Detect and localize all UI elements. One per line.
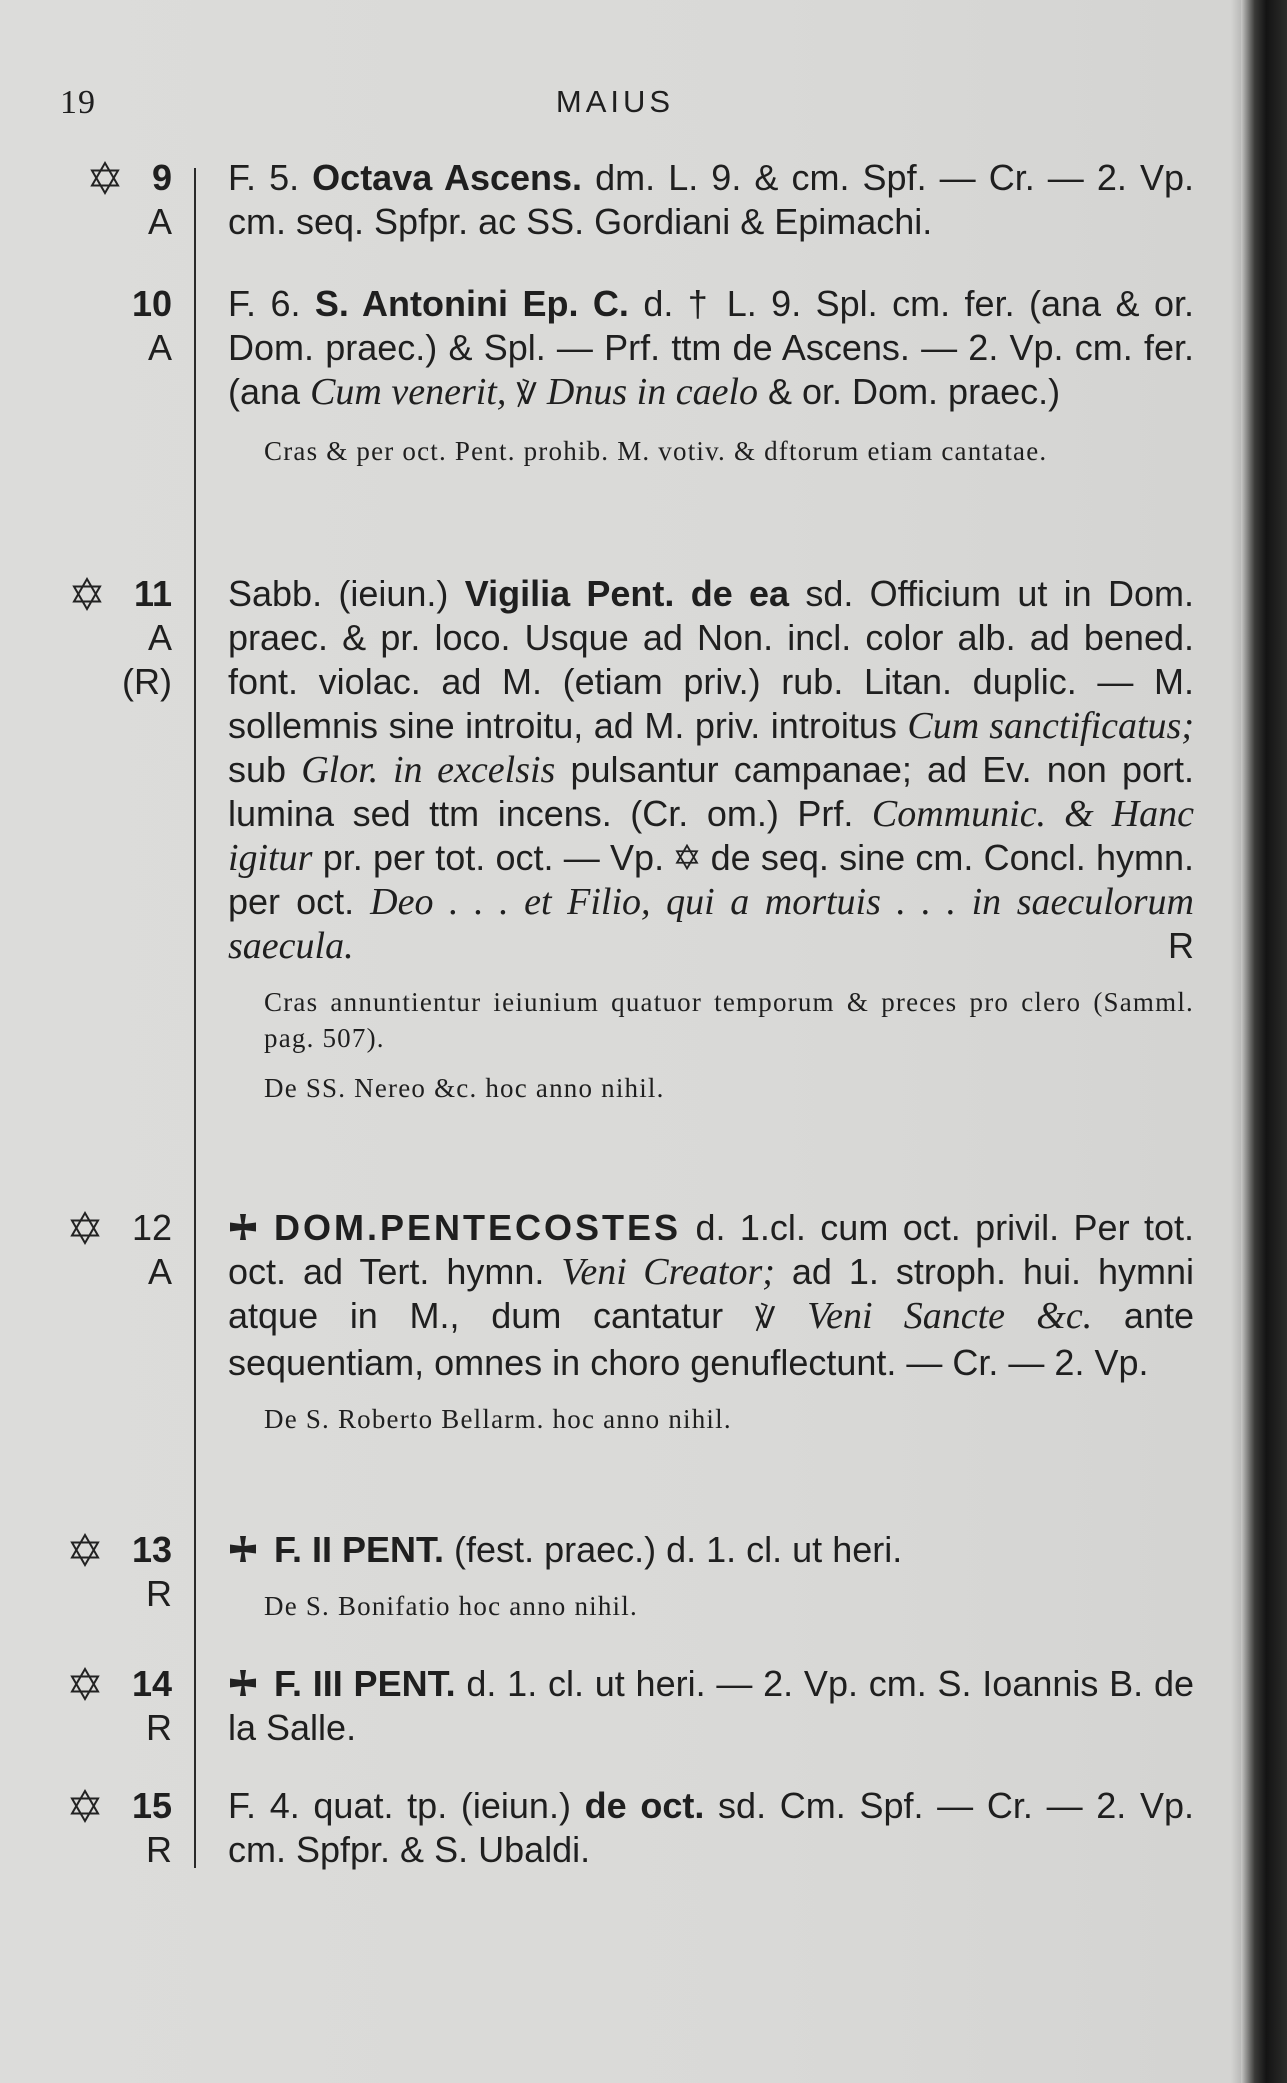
day-number: 14: [131, 1663, 172, 1704]
liturgical-color-alt: (R): [122, 661, 172, 702]
cross-pattee-icon: [228, 1668, 258, 1698]
versicle-symbol: ℣: [516, 377, 537, 412]
six-point-star-icon: [70, 577, 104, 611]
page-gutter-shadow: [1231, 0, 1241, 2083]
rubric-note: Cras & per oct. Pent. prohib. M. votiv. & dftorum etiam cantatae.: [264, 436, 1048, 466]
entry-margin: [0, 1206, 172, 1294]
entry-content: [228, 1528, 1194, 1624]
six-point-star-icon: [674, 844, 700, 870]
entry-text: F. 4. quat. tp. (ieiun.) de oct. sd. Cm. Spf. — Cr. — 2. Vp. cm. Spfpr. & S. Ubaldi.: [228, 1785, 1195, 1870]
entry-text: F. 6. S. Antonini Ep. C. d. † L. 9. Spl. cm. fer. (ana & or. Dom. praec.) & Spl. — Prf. ttm de Ascens. — 2. Vp. cm. fer. (ana Cum venerit, ℣ Dnus in caelo & or. Dom. praec.): [228, 282, 1194, 417]
entry-text: F. 5. Octava Ascens. dm. L. 9. & cm. Spf. — Cr. — 2. Vp. cm. seq. Spfpr. ac SS. Gordiani & Epimachi.: [228, 157, 1194, 242]
six-point-star-icon: [88, 161, 122, 195]
entry-content: [228, 1662, 1194, 1750]
entry-text: F. II PENT. (fest. praec.) d. 1. cl. ut heri.: [228, 1528, 1194, 1572]
liturgical-color: R: [146, 1707, 172, 1748]
entry-content: [228, 1784, 1194, 1872]
entry-text: F. III PENT. d. 1. cl. ut heri. — 2. Vp. cm. S. Ioannis B. de la Salle.: [228, 1663, 1194, 1748]
day-number: 9: [151, 157, 172, 198]
entry-margin: [0, 282, 172, 370]
liturgical-color: A: [147, 201, 172, 242]
entry-content: [228, 156, 1194, 244]
running-head-title: MAIUS: [555, 84, 675, 119]
rubric-note: De S. Bonifatio hoc anno nihil.: [264, 1591, 638, 1621]
entry-content: [228, 282, 1194, 469]
day-number: 12: [131, 1207, 172, 1248]
entry-margin: [0, 1784, 172, 1872]
six-point-star-icon: [68, 1533, 102, 1567]
liturgical-color: A: [147, 617, 172, 658]
margin-rule: [194, 168, 196, 1868]
versicle-symbol: ℣: [754, 1301, 776, 1336]
entry-text: DOM.PENTECOSTES d. 1.cl. cum oct. privil. Per tot. oct. ad Tert. hymn. Veni Creator; ad 1. stroph. hui. hymni atque in M., dum cantatur ℣ Veni Sancte &c. ante sequentiam, omnes in choro genuflectunt. — Cr. — 2. Vp.: [228, 1207, 1194, 1383]
entry-margin: [0, 572, 172, 704]
color-mark: R: [1168, 925, 1194, 966]
book-spine: [1241, 0, 1287, 2083]
cross-pattee-icon: [228, 1534, 258, 1564]
liturgical-color: A: [147, 327, 172, 368]
entry-margin: [0, 1528, 172, 1616]
entry-content: [228, 1206, 1194, 1437]
day-number: 13: [131, 1529, 172, 1570]
six-point-star-icon: [68, 1211, 102, 1245]
liturgical-color: R: [146, 1573, 172, 1614]
day-number: 10: [131, 283, 172, 324]
day-number: 11: [133, 573, 172, 614]
entry-text: Sabb. (ieiun.) Vigilia Pent. de ea sd. Officium ut in Dom. praec. & pr. loco. Usque ad Non. incl. color alb. ad bened. font. violac. ad M. (etiam priv.) rub. Litan. duplic. — M. sollemnis sine introitu, ad M. priv. introitus Cum sanctificatus; sub Glor. in excelsis pulsantur campanae; ad Ev. non port. lumina sed ttm incens. (Cr. om.) Prf. Communic. & Hanc igitur pr. per tot. oct. — Vp. de seq. sine cm. Concl. hymn. per oct. Deo . . . et Filio, qui a mortuis . . . in saeculorum saecula. R: [228, 573, 1195, 967]
six-point-star-icon: [68, 1789, 102, 1823]
liturgical-color: A: [147, 1251, 172, 1292]
rubric-note: De S. Roberto Bellarm. hoc anno nihil.: [264, 1404, 732, 1434]
entry-content: [228, 572, 1194, 1106]
rubric-note: Cras annuntientur ieiunium quatuor temporum & preces pro clero (Samml. pag. 507).: [264, 987, 1194, 1053]
page-number: 19: [60, 84, 96, 121]
day-number: 15: [131, 1785, 172, 1826]
liturgical-color: R: [146, 1829, 172, 1870]
rubric-note: De SS. Nereo &c. hoc anno nihil.: [264, 1073, 665, 1103]
cross-pattee-icon: [228, 1212, 258, 1242]
entry-margin: [0, 156, 172, 244]
six-point-star-icon: [68, 1667, 102, 1701]
entry-margin: [0, 1662, 172, 1750]
